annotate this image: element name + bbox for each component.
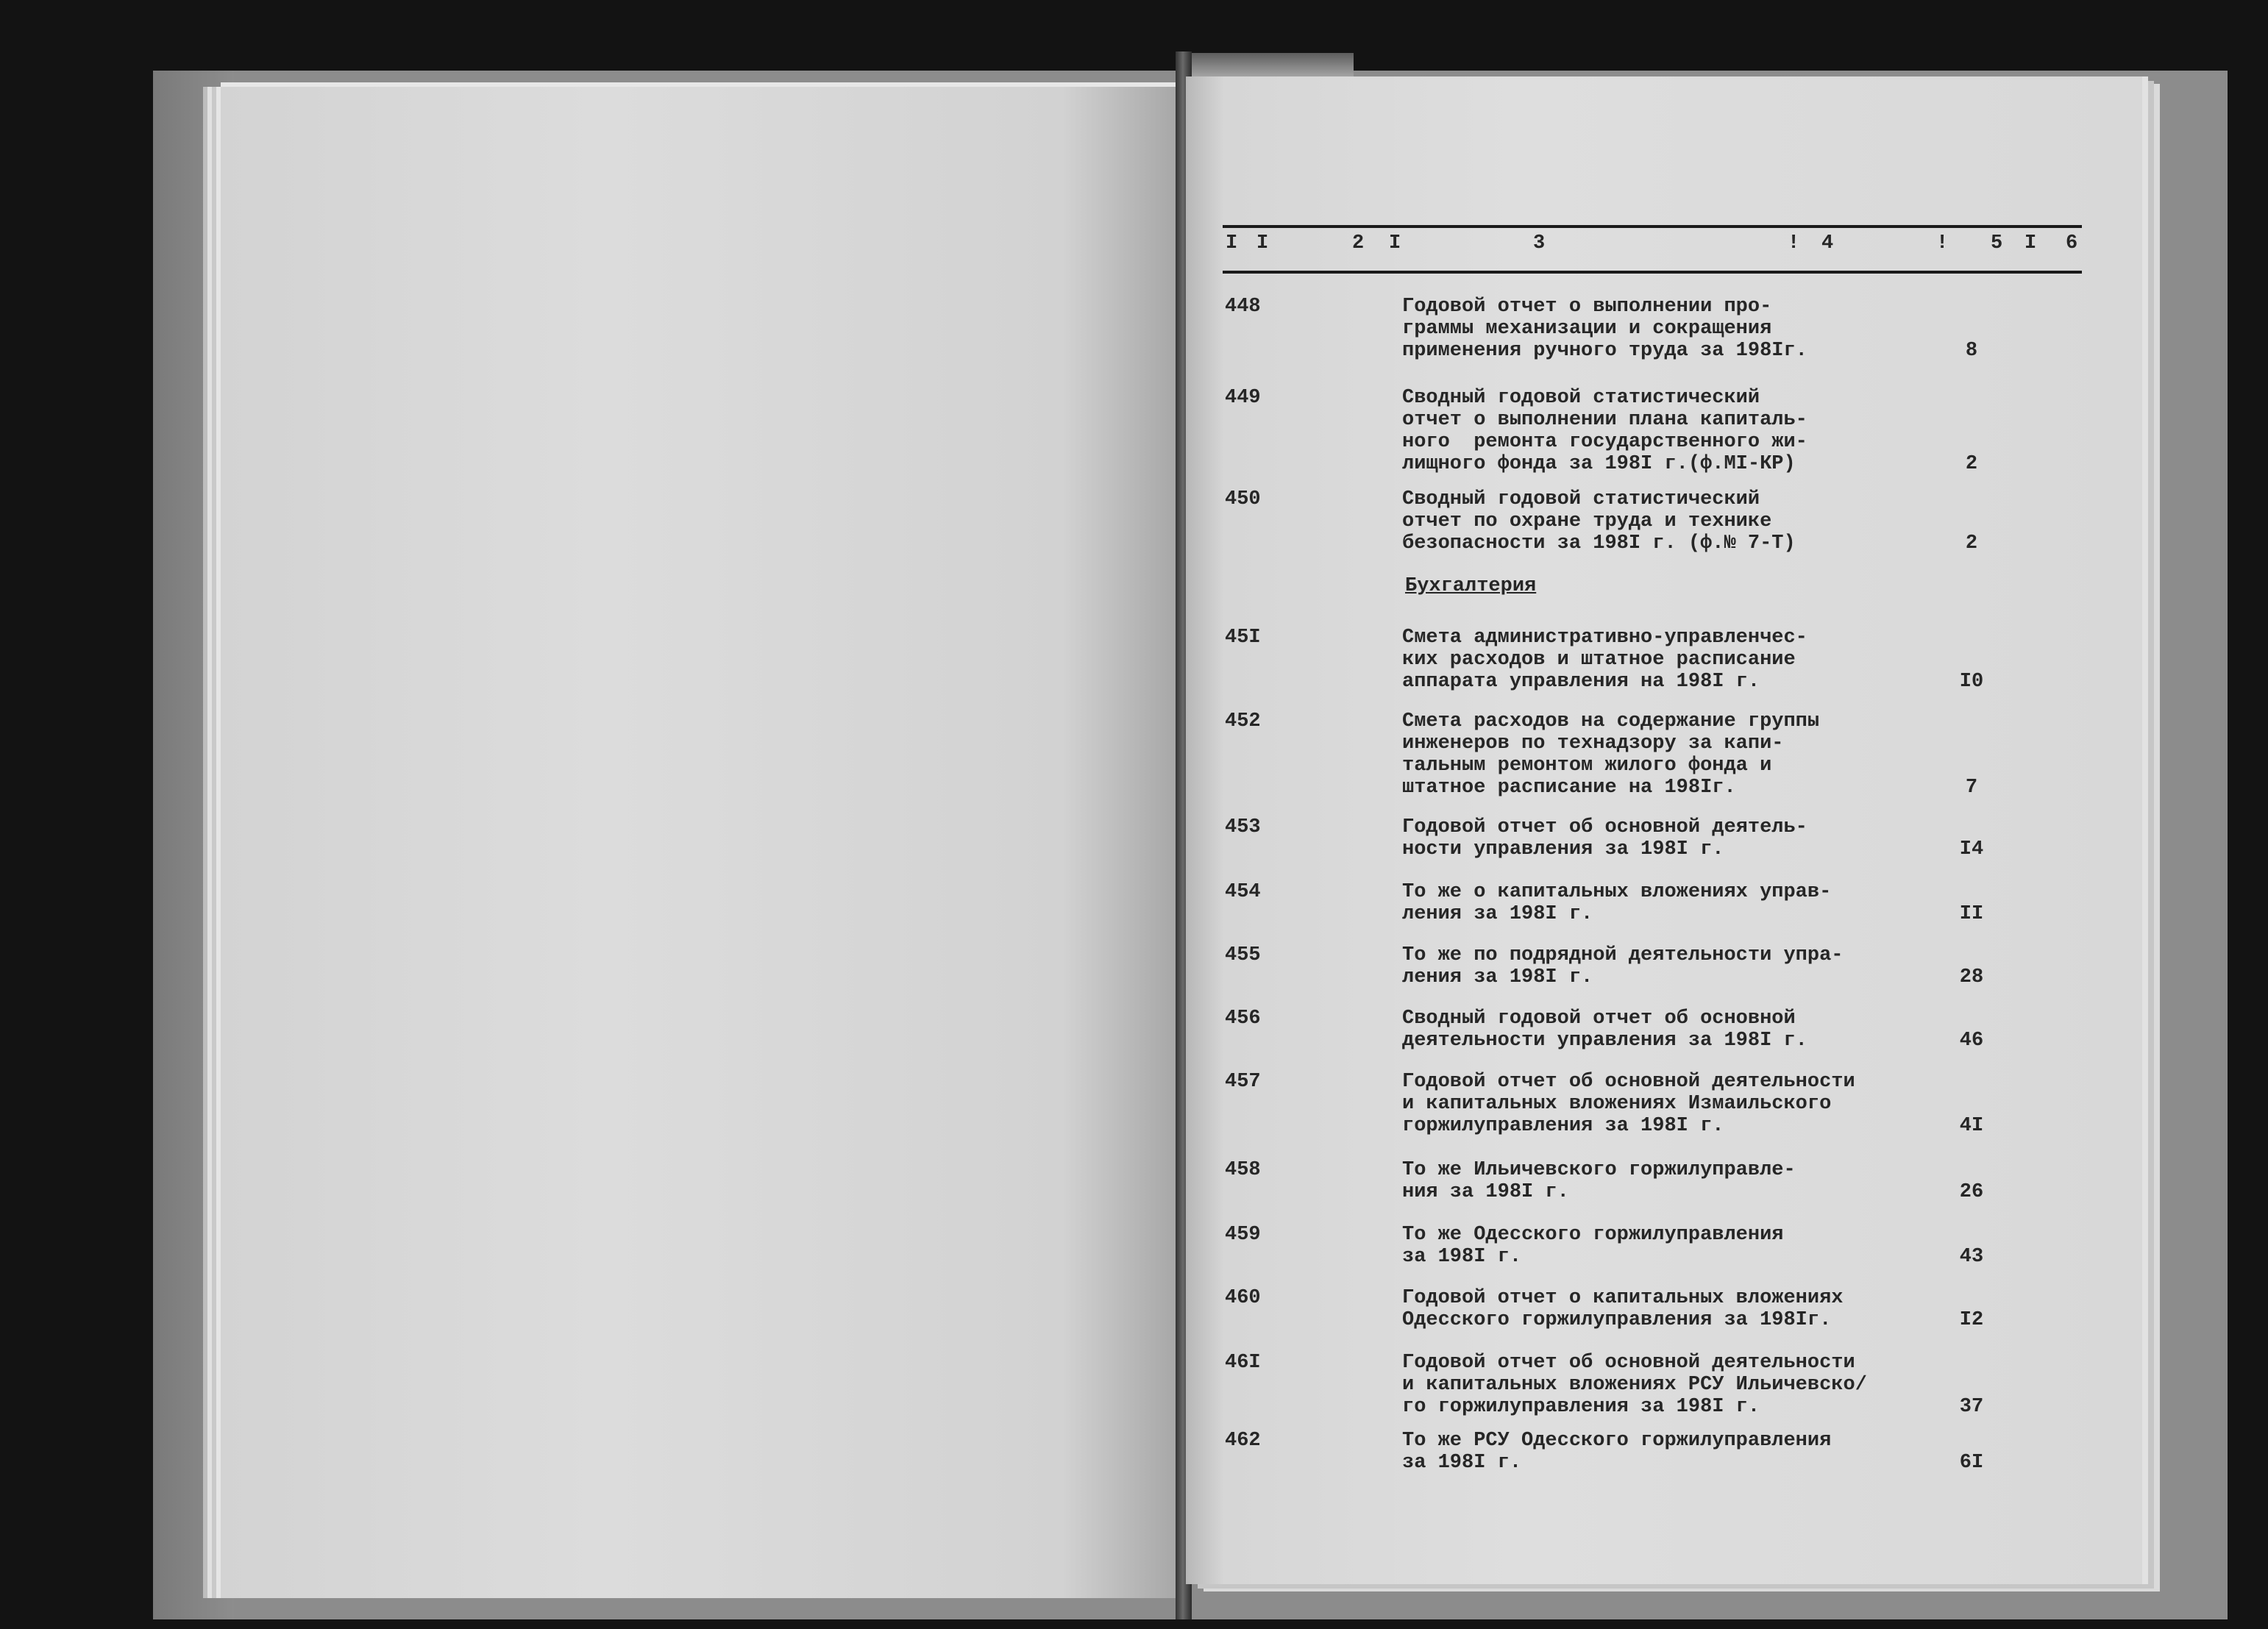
header-col-mark: I	[2025, 232, 2037, 254]
entry-description-line: ких расходов и штатное расписание	[1402, 649, 1796, 671]
entry-number: 450	[1225, 488, 1261, 510]
entry-sheet-count: 8	[1965, 340, 1978, 362]
entry-description-line: го горжилуправления за 198I г.	[1402, 1396, 1760, 1418]
entry-description-line: отчет о выполнении плана капиталь-	[1402, 409, 1807, 431]
entry-description-line: ного ремонта государственного жи-	[1402, 431, 1807, 453]
column-header-row	[1223, 232, 2082, 262]
entry-description	[1402, 1159, 1796, 1203]
entry-description	[1402, 1352, 1867, 1418]
entry-description-line: То же Ильичевского горжилуправле-	[1402, 1159, 1796, 1181]
left-blank-page	[221, 87, 1177, 1598]
entry-sheet-count: 37	[1959, 1396, 1984, 1418]
entry-description	[1402, 1430, 1831, 1474]
entry-sheet-count: I4	[1959, 838, 1984, 860]
entry-description	[1402, 710, 1819, 799]
entry-number: 449	[1225, 387, 1261, 409]
entry-description	[1402, 1008, 1807, 1052]
entry-description-line: То же Одесского горжилуправления	[1402, 1224, 1784, 1246]
entry-number: 454	[1225, 881, 1261, 903]
entry-number: 456	[1225, 1008, 1261, 1030]
entry-description-line: ности управления за 198I г.	[1402, 838, 1724, 860]
entry-description-line: деятельности управления за 198I г.	[1402, 1030, 1807, 1052]
entry-description-line: штатное расписание на 198Iг.	[1402, 777, 1736, 799]
entry-description	[1402, 816, 1807, 860]
entry-sheet-count: 4I	[1959, 1115, 1984, 1137]
section-title: Бухгалтерия	[1405, 575, 1537, 597]
entry-sheet-count: II	[1959, 903, 1984, 925]
entry-number: 46I	[1225, 1352, 1261, 1374]
entry-sheet-count: 43	[1959, 1246, 1984, 1268]
entry-description-line: Смета административно-управленчес-	[1402, 627, 1807, 649]
header-col-mark: 6	[2066, 232, 2078, 254]
header-col-mark: I	[1389, 232, 1401, 254]
entry-description-line: безопасности за 198I г. (ф.№ 7-Т)	[1402, 532, 1796, 555]
entry-number: 462	[1225, 1430, 1261, 1452]
entry-description	[1402, 296, 1807, 362]
entry-number: 453	[1225, 816, 1261, 838]
entry-description-line: То же по подрядной деятельности упра-	[1402, 944, 1844, 966]
entry-number: 452	[1225, 710, 1261, 732]
entry-description-line: граммы механизации и сокращения	[1402, 318, 1772, 340]
entry-description-line: Годовой отчет о выполнении про-	[1402, 296, 1772, 318]
entry-number: 455	[1225, 944, 1261, 966]
entry-number: 458	[1225, 1159, 1261, 1181]
entry-description	[1402, 387, 1807, 475]
entry-description-line: ления за 198I г.	[1402, 903, 1593, 925]
header-col-mark: 5	[1991, 232, 2003, 254]
entry-sheet-count: I2	[1959, 1309, 1984, 1331]
entry-sheet-count: 2	[1965, 453, 1978, 475]
header-col-mark: 3	[1533, 232, 1546, 254]
header-col-mark: I	[1256, 232, 1269, 254]
entry-description-line: и капитальных вложениях Измаильского	[1402, 1093, 1832, 1115]
entry-description-line: за 198I г.	[1402, 1246, 1522, 1268]
entry-description-line: Смета расходов на содержание группы	[1402, 710, 1820, 732]
header-bottom-rule	[1223, 271, 2082, 274]
entry-number: 45I	[1225, 627, 1261, 649]
entry-description-line: тальным ремонтом жилого фонда и	[1402, 755, 1772, 777]
entry-description-line: То же РСУ Одесского горжилуправления	[1402, 1430, 1832, 1452]
entry-sheet-count: 46	[1959, 1030, 1984, 1052]
entry-description-line: ления за 198I г.	[1402, 966, 1593, 988]
entry-description-line: применения ручного труда за 198Iг.	[1402, 340, 1807, 362]
header-col-mark: !	[1936, 232, 1949, 254]
entry-description-line: Годовой отчет об основной деятельности	[1402, 1352, 1855, 1374]
entry-description-line: за 198I г.	[1402, 1452, 1522, 1474]
entry-description-line: То же о капитальных вложениях управ-	[1402, 881, 1832, 903]
header-col-mark: 2	[1352, 232, 1365, 254]
entry-description-line: отчет по охране труда и технике	[1402, 510, 1772, 532]
entry-sheet-count: 2	[1965, 532, 1978, 555]
entry-sheet-count: 26	[1959, 1181, 1984, 1203]
header-col-mark: 4	[1821, 232, 1834, 254]
entry-description-line: горжилуправления за 198I г.	[1402, 1115, 1724, 1137]
entry-description-line: Сводный годовой статистический	[1402, 387, 1760, 409]
entry-description-line: лищного фонда за 198I г.(ф.МI-КР)	[1402, 453, 1796, 475]
entry-description	[1402, 488, 1796, 555]
entry-description-line: аппарата управления на 198I г.	[1402, 671, 1760, 693]
entry-description-line: Годовой отчет об основной деятельности	[1402, 1071, 1855, 1093]
entry-sheet-count: 7	[1965, 777, 1978, 799]
entry-description	[1402, 881, 1831, 925]
header-col-mark: !	[1788, 232, 1800, 254]
entry-description	[1402, 1071, 1855, 1137]
entry-description-line: Одесского горжилуправления за 198Iг.	[1402, 1309, 1832, 1331]
entry-description-line: Годовой отчет о капитальных вложениях	[1402, 1287, 1844, 1309]
entry-number: 460	[1225, 1287, 1261, 1309]
header-col-mark: I	[1226, 232, 1238, 254]
entry-description	[1402, 1224, 1783, 1268]
entry-description-line: и капитальных вложениях РСУ Ильичевско/	[1402, 1374, 1867, 1396]
entry-description-line: Годовой отчет об основной деятель-	[1402, 816, 1807, 838]
entry-description-line: Сводный годовой отчет об основной	[1402, 1008, 1796, 1030]
entry-description	[1402, 944, 1844, 988]
entry-description-line: инженеров по технадзору за капи-	[1402, 732, 1784, 755]
entry-number: 448	[1225, 296, 1261, 318]
entry-description	[1402, 1287, 1844, 1331]
entry-sheet-count: 6I	[1959, 1452, 1984, 1474]
entry-description	[1402, 627, 1807, 693]
header-top-rule	[1223, 225, 2082, 228]
entry-sheet-count: I0	[1959, 671, 1984, 693]
entry-sheet-count: 28	[1959, 966, 1984, 988]
entry-description-line: ния за 198I г.	[1402, 1181, 1569, 1203]
entry-number: 459	[1225, 1224, 1261, 1246]
entry-description-line: Сводный годовой статистический	[1402, 488, 1760, 510]
entry-number: 457	[1225, 1071, 1261, 1093]
